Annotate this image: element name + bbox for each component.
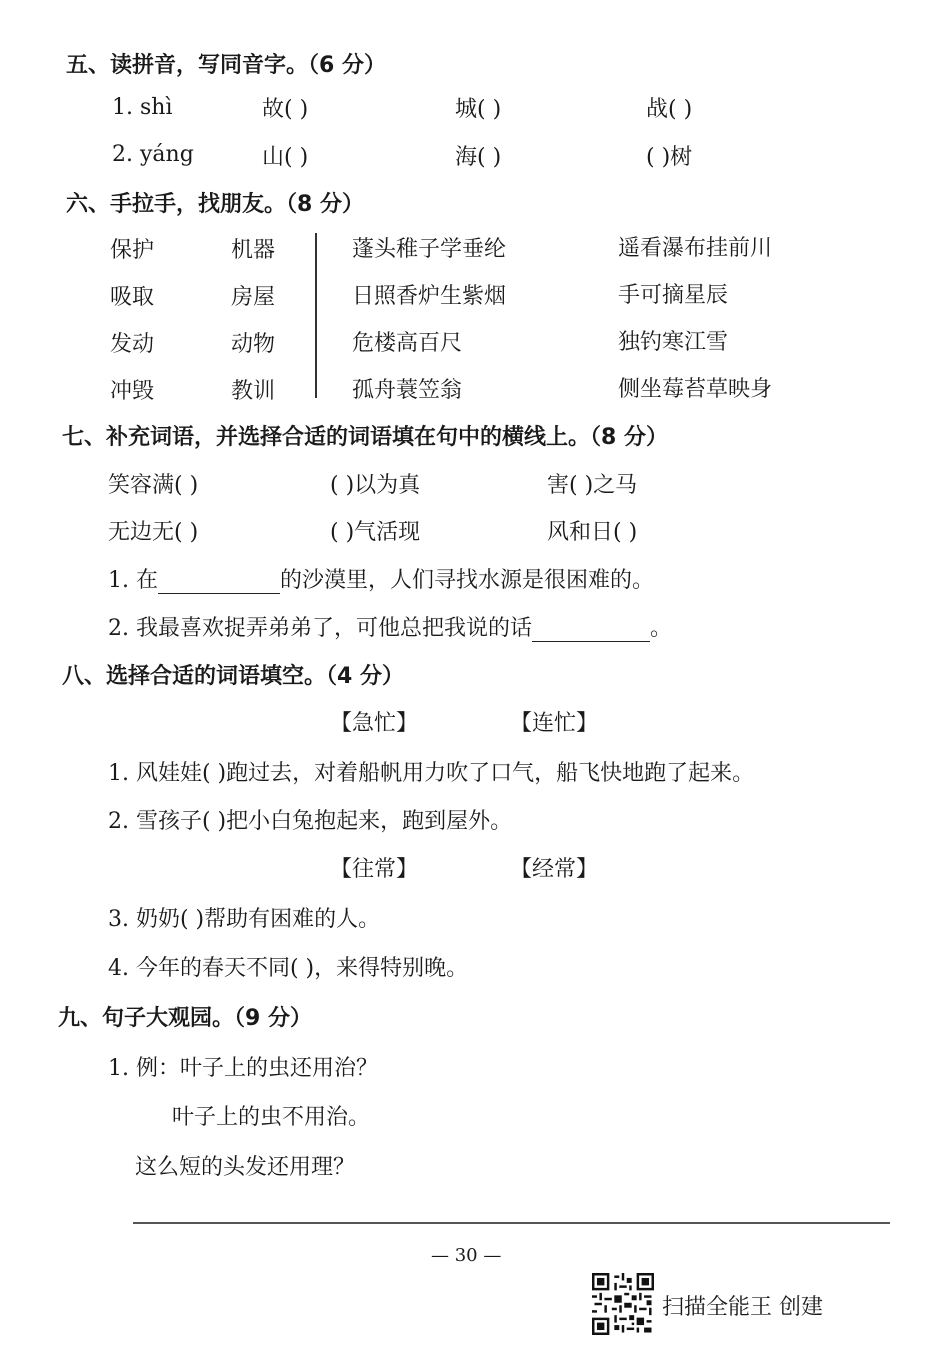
s7-s2-pre: 2. 我最喜欢捉弄弟弟了，可他总把我说的话 [108, 616, 532, 641]
section9-title: 九、句子大观园。（9 分） [58, 1006, 312, 1031]
s8-option-4: 【经常】 [510, 857, 599, 882]
s6-left-a-2: 吸取 [110, 285, 155, 310]
s6-left-b-1: 机器 [231, 238, 276, 263]
s7-s1-post: 的沙漠里，人们寻找水源是很困难的。 [279, 568, 654, 593]
section7-title: 七、补充词语，并选择合适的词语填在句中的横线上。（8 分） [62, 425, 668, 450]
s9-example-question: 1. 例：叶子上的虫还用治？ [108, 1056, 378, 1081]
s8-sentence-1: 1. 风娃娃( )跑过去，对着船帆用力吹了口气，船飞快地跑了起来。 [108, 761, 755, 786]
s7-s1-pre: 1. 在 [108, 568, 158, 593]
s9-question-1: 这么短的头发还用理？ [135, 1155, 356, 1180]
s5-row1-num: 1. shì [112, 95, 173, 120]
s8-option-1: 【急忙】 [330, 711, 419, 736]
s6-right-a-1: 蓬头稚子学垂纶 [352, 237, 507, 262]
s7-word-5: ( )气活现 [330, 520, 421, 545]
s6-divider [315, 233, 317, 398]
s7-s2-blank[interactable] [532, 617, 650, 642]
s7-sentence-2 [108, 611, 672, 642]
s8-sentence-3: 3. 奶奶( )帮助有困难的人。 [108, 907, 381, 932]
s6-left-b-4: 教训 [231, 379, 276, 404]
footer-rule [133, 1222, 890, 1224]
s6-left-a-1: 保护 [110, 238, 155, 263]
s6-right-b-3: 独钓寒江雪 [618, 330, 729, 355]
s6-right-a-4: 孤舟蓑笠翁 [352, 378, 463, 403]
s7-s1-blank[interactable] [158, 569, 280, 594]
page-number: — 30 — [431, 1245, 502, 1266]
section8-title: 八、选择合适的词语填空。（4 分） [62, 664, 404, 689]
s6-left-b-2: 房屋 [231, 285, 276, 310]
qr-code-icon [592, 1273, 654, 1335]
s5-row2-num: 2. yáng [112, 142, 194, 167]
s8-option-2: 【连忙】 [510, 711, 599, 736]
s7-word-3: 害( )之马 [547, 473, 638, 498]
s7-word-6: 风和日( ) [547, 520, 638, 545]
s6-right-a-2: 日照香炉生紫烟 [352, 284, 507, 309]
s5-row2-item1: 山( ) [262, 145, 309, 170]
section5-title: 五、读拼音，写同音字。（6 分） [66, 53, 386, 78]
s6-right-b-4: 侧坐莓苔草映身 [618, 377, 773, 402]
s9-example-answer: 叶子上的虫不用治。 [172, 1105, 371, 1130]
s5-row1-item3: 战( ) [646, 97, 693, 122]
s7-word-1: 笑容满( ) [108, 473, 199, 498]
s6-right-b-1: 遥看瀑布挂前川 [618, 236, 773, 261]
s7-sentence-1 [108, 563, 654, 594]
s8-sentence-4: 4. 今年的春天不同( )，来得特别晚。 [108, 956, 469, 981]
s6-right-a-3: 危楼高百尺 [352, 331, 463, 356]
s5-row1-item2: 城( ) [455, 97, 502, 122]
s5-row2-item2: 海( ) [455, 145, 502, 170]
s8-sentence-2: 2. 雪孩子( )把小白兔抱起来，跑到屋外。 [108, 809, 513, 834]
s6-left-b-3: 动物 [231, 332, 276, 357]
s7-word-2: ( )以为真 [330, 473, 421, 498]
s7-s2-post: 。 [650, 616, 673, 641]
s6-right-b-2: 手可摘星辰 [618, 283, 729, 308]
s5-row1-item1: 故( ) [262, 97, 309, 122]
s7-word-4: 无边无( ) [108, 520, 199, 545]
s5-row2-item3: ( )树 [646, 145, 693, 170]
section6-title: 六、手拉手，找朋友。（8 分） [66, 192, 364, 217]
s6-left-a-4: 冲毁 [110, 379, 155, 404]
s8-option-3: 【往常】 [330, 857, 419, 882]
scanner-watermark: 扫描全能王 创建 [662, 1295, 823, 1320]
s6-left-a-3: 发动 [110, 332, 155, 357]
